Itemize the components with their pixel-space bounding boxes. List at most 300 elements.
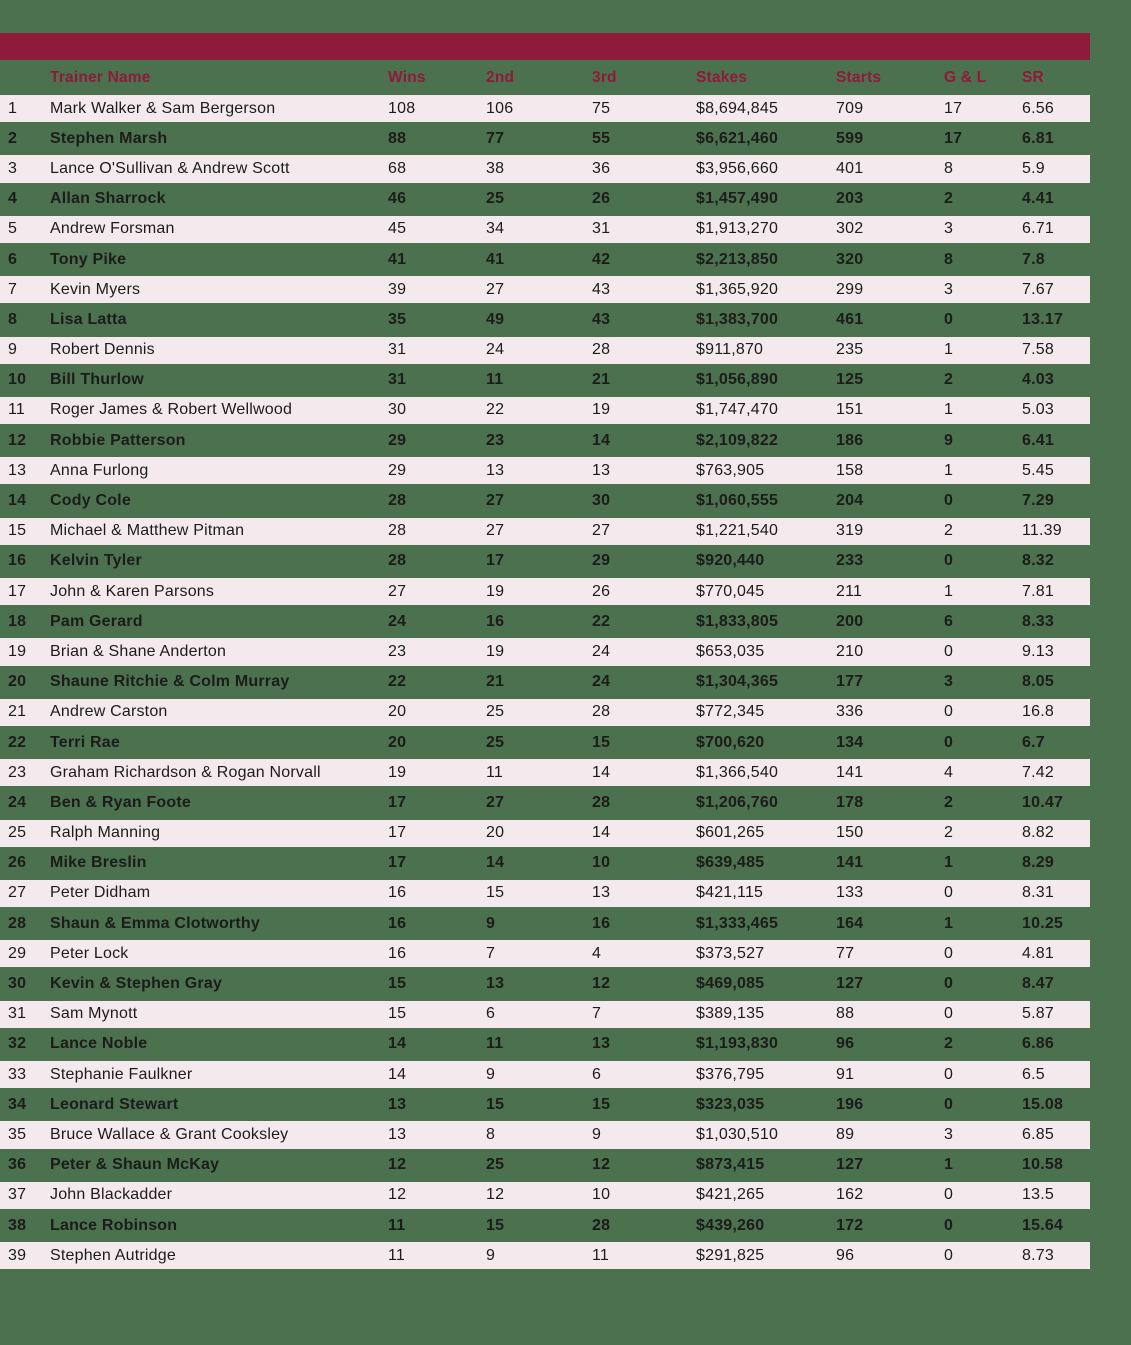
starts-cell: 401 xyxy=(836,159,864,177)
stakes-cell: $6,621,460 xyxy=(696,129,779,147)
strike-rate-cell: 5.03 xyxy=(1022,401,1054,419)
second-cell: 34 xyxy=(486,220,505,238)
trainer-name-cell: Kevin & Stephen Gray xyxy=(50,975,223,993)
second-cell: 41 xyxy=(486,250,505,268)
strike-rate-cell: 6.85 xyxy=(1022,1125,1054,1143)
rank-cell: 4 xyxy=(8,190,18,208)
stakes-cell: $1,206,760 xyxy=(696,793,779,811)
gains-losses-cell: 0 xyxy=(944,552,954,570)
starts-cell: 125 xyxy=(836,371,864,389)
header-gains-losses: G & L xyxy=(944,68,987,86)
trainer-name-cell: Lance O'Sullivan & Andrew Scott xyxy=(50,159,290,177)
third-cell: 15 xyxy=(592,1095,611,1113)
trainer-name-cell: Kevin Myers xyxy=(50,280,141,298)
trainer-name-cell: Andrew Forsman xyxy=(50,220,175,238)
rank-cell: 20 xyxy=(8,673,27,691)
stakes-cell: $873,415 xyxy=(696,1156,765,1174)
third-cell: 29 xyxy=(592,552,611,570)
stakes-cell: $770,045 xyxy=(696,582,765,600)
trainer-name-cell: Tony Pike xyxy=(50,250,127,268)
trainer-name-cell: Shaune Ritchie & Colm Murray xyxy=(50,673,290,691)
starts-cell: 196 xyxy=(836,1095,864,1113)
strike-rate-cell: 6.71 xyxy=(1022,220,1054,238)
strike-rate-cell: 5.45 xyxy=(1022,461,1054,479)
stakes-cell: $1,747,470 xyxy=(696,401,779,419)
table-row xyxy=(0,608,1090,635)
header-wins: Wins xyxy=(388,68,426,86)
trainer-name-cell: Leonard Stewart xyxy=(50,1095,179,1113)
gains-losses-cell: 0 xyxy=(944,492,954,510)
rank-cell: 2 xyxy=(8,129,18,147)
second-cell: 27 xyxy=(486,280,505,298)
wins-cell: 23 xyxy=(388,642,407,660)
table-row xyxy=(0,1091,1090,1118)
trainer-name-cell: Allan Sharrock xyxy=(50,190,166,208)
wins-cell: 27 xyxy=(388,582,407,600)
rank-cell: 27 xyxy=(8,884,27,902)
strike-rate-cell: 5.87 xyxy=(1022,1005,1054,1023)
third-cell: 11 xyxy=(592,1246,610,1264)
gains-losses-cell: 0 xyxy=(944,1246,954,1264)
stakes-cell: $639,485 xyxy=(696,854,765,872)
wins-cell: 11 xyxy=(388,1216,406,1234)
trainer-name-cell: Stephanie Faulkner xyxy=(50,1065,193,1083)
wins-cell: 12 xyxy=(388,1156,407,1174)
gains-losses-cell: 0 xyxy=(944,1005,954,1023)
wins-cell: 16 xyxy=(388,884,407,902)
trainer-name-cell: Ralph Manning xyxy=(50,824,161,842)
trainer-name-cell: Kelvin Tyler xyxy=(50,552,142,570)
third-cell: 28 xyxy=(592,703,611,721)
rank-cell: 17 xyxy=(8,582,27,600)
second-cell: 13 xyxy=(486,975,505,993)
third-cell: 10 xyxy=(592,854,611,872)
trainer-name-cell: Mark Walker & Sam Bergerson xyxy=(50,99,276,117)
rank-cell: 21 xyxy=(8,703,27,721)
gains-losses-cell: 0 xyxy=(944,310,954,328)
rank-cell: 38 xyxy=(8,1216,27,1234)
strike-rate-cell: 8.05 xyxy=(1022,673,1054,691)
rank-cell: 18 xyxy=(8,612,27,630)
wins-cell: 31 xyxy=(388,371,407,389)
table-row xyxy=(0,397,1090,424)
gains-losses-cell: 0 xyxy=(944,642,954,660)
stakes-cell: $601,265 xyxy=(696,824,765,842)
starts-cell: 77 xyxy=(836,944,855,962)
wins-cell: 17 xyxy=(388,793,407,811)
starts-cell: 319 xyxy=(836,522,864,540)
stakes-cell: $700,620 xyxy=(696,733,765,751)
table-row xyxy=(0,337,1090,364)
gains-losses-cell: 1 xyxy=(944,582,954,600)
starts-cell: 320 xyxy=(836,250,864,268)
strike-rate-cell: 15.64 xyxy=(1022,1216,1064,1234)
starts-cell: 200 xyxy=(836,612,864,630)
table-row xyxy=(0,638,1090,665)
stakes-cell: $1,056,890 xyxy=(696,371,779,389)
rank-cell: 7 xyxy=(8,280,18,298)
table-row xyxy=(0,578,1090,605)
third-cell: 13 xyxy=(592,461,611,479)
rank-cell: 10 xyxy=(8,371,27,389)
second-cell: 24 xyxy=(486,341,505,359)
header-starts: Starts xyxy=(836,68,882,86)
second-cell: 77 xyxy=(486,129,505,147)
rank-cell: 37 xyxy=(8,1186,27,1204)
rank-cell: 23 xyxy=(8,763,27,781)
trainer-name-cell: Anna Furlong xyxy=(50,461,149,479)
rank-cell: 13 xyxy=(8,461,27,479)
second-cell: 49 xyxy=(486,310,505,328)
strike-rate-cell: 6.86 xyxy=(1022,1035,1054,1053)
table-row xyxy=(0,669,1090,696)
stakes-cell: $376,795 xyxy=(696,1065,765,1083)
second-cell: 8 xyxy=(486,1125,496,1143)
starts-cell: 141 xyxy=(836,763,864,781)
trainer-name-cell: Shaun & Emma Clotworthy xyxy=(50,914,260,932)
stakes-cell: $1,193,830 xyxy=(696,1035,779,1053)
gains-losses-cell: 3 xyxy=(944,220,954,238)
trainer-name-cell: Michael & Matthew Pitman xyxy=(50,522,245,540)
rank-cell: 30 xyxy=(8,975,27,993)
third-cell: 9 xyxy=(592,1125,602,1143)
third-cell: 27 xyxy=(592,522,611,540)
starts-cell: 186 xyxy=(836,431,864,449)
gains-losses-cell: 0 xyxy=(944,884,954,902)
starts-cell: 204 xyxy=(836,492,864,510)
starts-cell: 96 xyxy=(836,1246,855,1264)
stakes-cell: $1,365,920 xyxy=(696,280,779,298)
table-row xyxy=(0,910,1090,937)
third-cell: 42 xyxy=(592,250,611,268)
strike-rate-cell: 6.81 xyxy=(1022,129,1054,147)
trainer-name-cell: Robert Dennis xyxy=(50,341,155,359)
strike-rate-cell: 7.8 xyxy=(1022,250,1045,268)
stakes-cell: $1,833,805 xyxy=(696,612,779,630)
strike-rate-cell: 7.58 xyxy=(1022,341,1054,359)
second-cell: 13 xyxy=(486,461,505,479)
second-cell: 14 xyxy=(486,854,505,872)
gains-losses-cell: 1 xyxy=(944,1156,954,1174)
starts-cell: 134 xyxy=(836,733,864,751)
strike-rate-cell: 8.29 xyxy=(1022,854,1054,872)
stakes-cell: $772,345 xyxy=(696,703,765,721)
third-cell: 31 xyxy=(592,220,611,238)
second-cell: 38 xyxy=(486,159,505,177)
third-cell: 28 xyxy=(592,341,611,359)
table-row xyxy=(0,427,1090,454)
table-row xyxy=(0,155,1090,182)
table-row xyxy=(0,1212,1090,1239)
trainer-name-cell: Bruce Wallace & Grant Cooksley xyxy=(50,1125,289,1143)
strike-rate-cell: 9.13 xyxy=(1022,642,1054,660)
table-row xyxy=(0,759,1090,786)
strike-rate-cell: 4.41 xyxy=(1022,190,1054,208)
wins-cell: 88 xyxy=(388,129,407,147)
starts-cell: 158 xyxy=(836,461,864,479)
gains-losses-cell: 2 xyxy=(944,522,954,540)
strike-rate-cell: 4.81 xyxy=(1022,944,1054,962)
second-cell: 21 xyxy=(486,673,505,691)
strike-rate-cell: 8.73 xyxy=(1022,1246,1054,1264)
rank-cell: 16 xyxy=(8,552,27,570)
table-row xyxy=(0,1121,1090,1148)
table-row xyxy=(0,970,1090,997)
table-row xyxy=(0,95,1090,122)
second-cell: 22 xyxy=(486,401,505,419)
strike-rate-cell: 15.08 xyxy=(1022,1095,1064,1113)
second-cell: 27 xyxy=(486,492,505,510)
stakes-cell: $469,085 xyxy=(696,975,765,993)
strike-rate-cell: 10.25 xyxy=(1022,914,1064,932)
table-row xyxy=(0,457,1090,484)
starts-cell: 233 xyxy=(836,552,864,570)
wins-cell: 29 xyxy=(388,461,407,479)
trainer-name-cell: John & Karen Parsons xyxy=(50,582,215,600)
strike-rate-cell: 8.47 xyxy=(1022,975,1054,993)
table-row xyxy=(0,820,1090,847)
gains-losses-cell: 3 xyxy=(944,1125,954,1143)
rank-cell: 22 xyxy=(8,733,27,751)
stakes-cell: $439,260 xyxy=(696,1216,765,1234)
rank-cell: 11 xyxy=(8,401,26,419)
trainer-name-cell: Terri Rae xyxy=(50,733,120,751)
gains-losses-cell: 1 xyxy=(944,401,954,419)
table-row xyxy=(0,789,1090,816)
wins-cell: 15 xyxy=(388,1005,407,1023)
starts-cell: 141 xyxy=(836,854,864,872)
third-cell: 4 xyxy=(592,944,602,962)
table-row xyxy=(0,699,1090,726)
stakes-cell: $3,956,660 xyxy=(696,159,779,177)
header-third: 3rd xyxy=(592,68,617,86)
rank-cell: 33 xyxy=(8,1065,27,1083)
trainer-name-cell: Lance Robinson xyxy=(50,1216,178,1234)
third-cell: 12 xyxy=(592,1156,611,1174)
starts-cell: 150 xyxy=(836,824,864,842)
stakes-cell: $653,035 xyxy=(696,642,765,660)
trainer-name-cell: Andrew Carston xyxy=(50,703,168,721)
gains-losses-cell: 1 xyxy=(944,854,954,872)
third-cell: 55 xyxy=(592,129,611,147)
gains-losses-cell: 0 xyxy=(944,1216,954,1234)
stakes-cell: $1,366,540 xyxy=(696,763,779,781)
second-cell: 19 xyxy=(486,582,505,600)
starts-cell: 709 xyxy=(836,99,864,117)
second-cell: 106 xyxy=(486,99,514,117)
second-cell: 16 xyxy=(486,612,505,630)
trainer-name-cell: Lance Noble xyxy=(50,1035,148,1053)
stakes-cell: $1,383,700 xyxy=(696,310,779,328)
second-cell: 9 xyxy=(486,914,496,932)
starts-cell: 178 xyxy=(836,793,864,811)
second-cell: 23 xyxy=(486,431,505,449)
stakes-cell: $2,213,850 xyxy=(696,250,779,268)
trainer-name-cell: Robbie Patterson xyxy=(50,431,186,449)
starts-cell: 172 xyxy=(836,1216,864,1234)
wins-cell: 28 xyxy=(388,552,407,570)
starts-cell: 164 xyxy=(836,914,864,932)
gains-losses-cell: 8 xyxy=(944,250,954,268)
title-bar xyxy=(0,33,1090,60)
header-trainer-name: Trainer Name xyxy=(50,68,151,86)
strike-rate-cell: 8.32 xyxy=(1022,552,1054,570)
rank-cell: 36 xyxy=(8,1156,27,1174)
second-cell: 27 xyxy=(486,522,505,540)
trainer-name-cell: Roger James & Robert Wellwood xyxy=(50,401,293,419)
third-cell: 7 xyxy=(592,1005,602,1023)
gains-losses-cell: 8 xyxy=(944,159,954,177)
stakes-cell: $911,870 xyxy=(696,341,764,359)
table-row xyxy=(0,940,1090,967)
strike-rate-cell: 13.17 xyxy=(1022,310,1064,328)
starts-cell: 91 xyxy=(836,1065,855,1083)
stakes-cell: $1,030,510 xyxy=(696,1125,779,1143)
second-cell: 15 xyxy=(486,884,505,902)
header-strike-rate: SR xyxy=(1022,68,1044,86)
stakes-cell: $389,135 xyxy=(696,1005,765,1023)
rank-cell: 28 xyxy=(8,914,27,932)
second-cell: 6 xyxy=(486,1005,496,1023)
wins-cell: 35 xyxy=(388,310,407,328)
starts-cell: 299 xyxy=(836,280,864,298)
wins-cell: 11 xyxy=(388,1246,406,1264)
wins-cell: 16 xyxy=(388,944,407,962)
strike-rate-cell: 6.41 xyxy=(1022,431,1054,449)
strike-rate-cell: 7.81 xyxy=(1022,582,1054,600)
gains-losses-cell: 17 xyxy=(944,99,963,117)
wins-cell: 28 xyxy=(388,522,407,540)
third-cell: 6 xyxy=(592,1065,602,1083)
rank-cell: 24 xyxy=(8,793,27,811)
gains-losses-cell: 17 xyxy=(944,129,963,147)
wins-cell: 31 xyxy=(388,341,407,359)
third-cell: 14 xyxy=(592,431,611,449)
third-cell: 10 xyxy=(592,1186,611,1204)
strike-rate-cell: 7.42 xyxy=(1022,763,1054,781)
stakes-cell: $1,060,555 xyxy=(696,492,779,510)
rank-cell: 19 xyxy=(8,642,27,660)
third-cell: 43 xyxy=(592,310,611,328)
strike-rate-cell: 10.58 xyxy=(1022,1156,1064,1174)
wins-cell: 14 xyxy=(388,1065,407,1083)
stakes-cell: $8,694,845 xyxy=(696,99,779,117)
rank-cell: 14 xyxy=(8,492,27,510)
table-row xyxy=(0,1182,1090,1209)
second-cell: 11 xyxy=(486,763,504,781)
table-row xyxy=(0,548,1090,575)
gains-losses-cell: 0 xyxy=(944,733,954,751)
strike-rate-cell: 8.31 xyxy=(1022,884,1054,902)
trainer-name-cell: Peter Lock xyxy=(50,944,129,962)
table-row xyxy=(0,1061,1090,1088)
table-header-row xyxy=(0,60,1090,95)
third-cell: 14 xyxy=(592,824,611,842)
second-cell: 25 xyxy=(486,190,505,208)
rank-cell: 35 xyxy=(8,1125,27,1143)
third-cell: 30 xyxy=(592,492,611,510)
starts-cell: 162 xyxy=(836,1186,864,1204)
trainer-name-cell: Peter Didham xyxy=(50,884,151,902)
rank-cell: 29 xyxy=(8,944,27,962)
third-cell: 19 xyxy=(592,401,611,419)
rank-cell: 1 xyxy=(8,99,18,117)
table-row xyxy=(0,186,1090,213)
table-body xyxy=(0,95,1131,1269)
gains-losses-cell: 6 xyxy=(944,612,954,630)
third-cell: 24 xyxy=(592,642,611,660)
wins-cell: 20 xyxy=(388,733,407,751)
wins-cell: 24 xyxy=(388,612,407,630)
strike-rate-cell: 11.39 xyxy=(1022,522,1062,540)
gains-losses-cell: 0 xyxy=(944,944,954,962)
wins-cell: 108 xyxy=(388,99,416,117)
table-row xyxy=(0,246,1090,273)
rank-cell: 32 xyxy=(8,1035,27,1053)
strike-rate-cell: 6.7 xyxy=(1022,733,1045,751)
second-cell: 9 xyxy=(486,1065,496,1083)
gains-losses-cell: 2 xyxy=(944,793,954,811)
strike-rate-cell: 16.8 xyxy=(1022,703,1054,721)
rank-cell: 5 xyxy=(8,220,18,238)
third-cell: 13 xyxy=(592,1035,611,1053)
trainer-name-cell: Stephen Marsh xyxy=(50,129,168,147)
starts-cell: 127 xyxy=(836,1156,864,1174)
second-cell: 9 xyxy=(486,1246,496,1264)
third-cell: 43 xyxy=(592,280,611,298)
rank-cell: 31 xyxy=(8,1005,27,1023)
rank-cell: 9 xyxy=(8,341,18,359)
third-cell: 24 xyxy=(592,673,611,691)
third-cell: 22 xyxy=(592,612,611,630)
third-cell: 28 xyxy=(592,1216,611,1234)
wins-cell: 41 xyxy=(388,250,407,268)
gains-losses-cell: 1 xyxy=(944,341,954,359)
trainer-name-cell: Cody Cole xyxy=(50,492,131,510)
gains-losses-cell: 0 xyxy=(944,1186,954,1204)
wins-cell: 39 xyxy=(388,280,407,298)
third-cell: 12 xyxy=(592,975,611,993)
rank-cell: 15 xyxy=(8,522,27,540)
stakes-cell: $1,304,365 xyxy=(696,673,779,691)
table-row xyxy=(0,880,1090,907)
rank-cell: 8 xyxy=(8,310,18,328)
second-cell: 11 xyxy=(486,1035,504,1053)
strike-rate-cell: 13.5 xyxy=(1022,1186,1054,1204)
third-cell: 14 xyxy=(592,763,611,781)
wins-cell: 29 xyxy=(388,431,407,449)
trainer-name-cell: Pam Gerard xyxy=(50,612,143,630)
rank-cell: 26 xyxy=(8,854,27,872)
rank-cell: 12 xyxy=(8,431,27,449)
stakes-cell: $1,457,490 xyxy=(696,190,779,208)
wins-cell: 68 xyxy=(388,159,407,177)
stakes-cell: $421,265 xyxy=(696,1186,765,1204)
third-cell: 21 xyxy=(592,371,611,389)
third-cell: 75 xyxy=(592,99,611,117)
trainer-name-cell: Lisa Latta xyxy=(50,310,127,328)
wins-cell: 20 xyxy=(388,703,407,721)
wins-cell: 45 xyxy=(388,220,407,238)
trainer-name-cell: Brian & Shane Anderton xyxy=(50,642,227,660)
stakes-cell: $920,440 xyxy=(696,552,765,570)
trainer-name-cell: Bill Thurlow xyxy=(50,371,144,389)
second-cell: 17 xyxy=(486,552,505,570)
starts-cell: 235 xyxy=(836,341,864,359)
rank-cell: 3 xyxy=(8,159,18,177)
starts-cell: 96 xyxy=(836,1035,855,1053)
starts-cell: 203 xyxy=(836,190,864,208)
